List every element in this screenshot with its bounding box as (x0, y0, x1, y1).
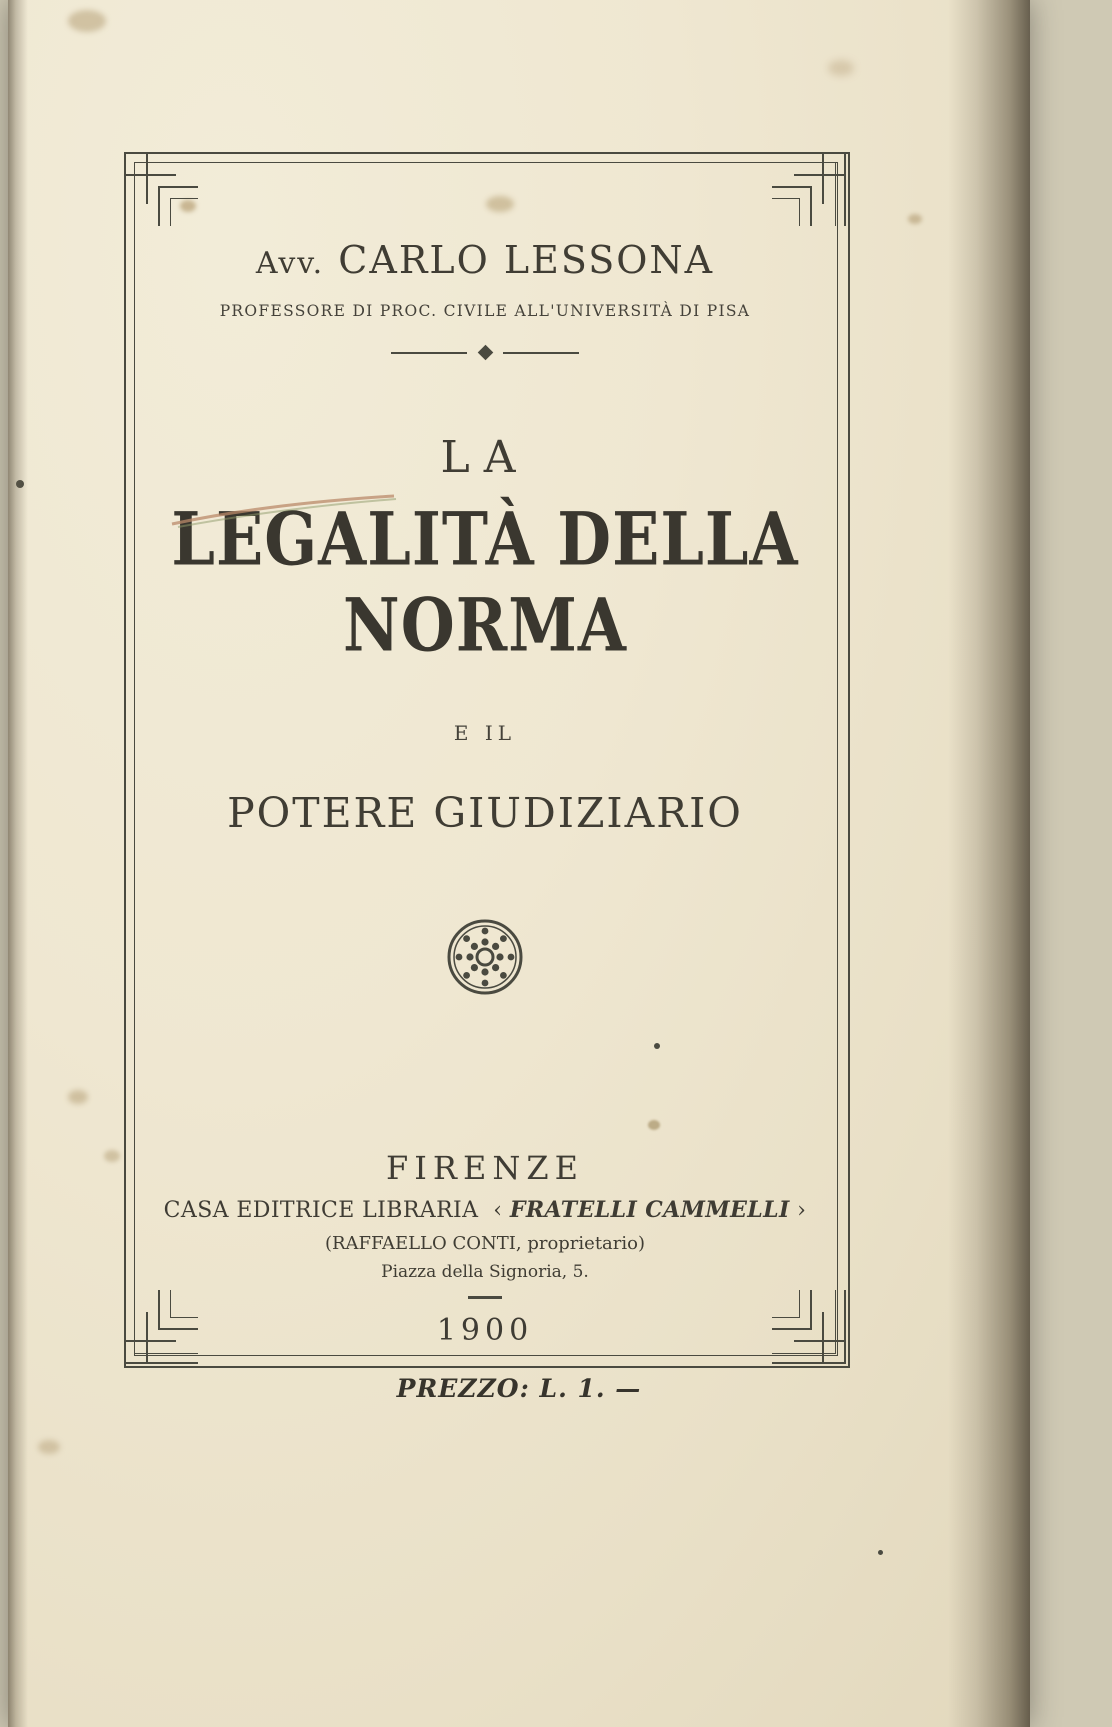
title-page-content (154, 180, 816, 1348)
price-label: PREZZO: L. 1. — (396, 1374, 642, 1403)
imprint-proprietor: (RAFFAELLO CONTI, proprietario) (324, 1233, 646, 1254)
author-affiliation: PROFESSORE DI PROC. CIVILE ALL'UNIVERSITÀ DI PISA (219, 302, 751, 320)
title-article: LA (440, 432, 530, 483)
paper-stain (908, 214, 922, 224)
main-title: LEGALITÀ DELLA NORMA (171, 495, 799, 669)
imprint-publisher-prefix: CASA EDITRICE LIBRARIA (163, 1198, 479, 1223)
title-conjunction: E IL (453, 721, 517, 745)
imprint-address: Piazza della Signoria, 5. (381, 1262, 589, 1282)
imprint-city: FIRENZE (386, 1149, 584, 1187)
rosette-icon (445, 917, 525, 997)
rosette-ornament (445, 917, 525, 997)
page-right-edge-shadow (948, 0, 1030, 1727)
imprint-publisher-name: FRATELLI CAMMELLI (509, 1197, 790, 1223)
author-line (154, 238, 816, 282)
author-prefix: Avv. (255, 246, 325, 281)
paper-stain (828, 60, 854, 76)
paper-stain (38, 1440, 60, 1454)
author-name: CARLO LESSONA (338, 238, 715, 282)
short-rule (468, 1296, 502, 1299)
divider-bar-right (503, 352, 579, 354)
sub-title: POTERE GIUDIZIARIO (227, 789, 743, 837)
paper-stain (68, 10, 106, 32)
page-left-edge-shadow (8, 0, 28, 1727)
ornamental-divider (391, 346, 579, 360)
paper-stain (104, 1150, 120, 1162)
paper-stain (68, 1090, 88, 1104)
ink-dot (878, 1550, 883, 1555)
divider-diamond (477, 345, 493, 361)
publisher-left-mark: ‹ (485, 1198, 503, 1223)
publisher-right-mark: › (797, 1198, 807, 1223)
divider-bar-left (391, 352, 467, 354)
imprint-year: 1900 (436, 1313, 534, 1348)
imprint-block (154, 1149, 816, 1348)
imprint-publisher-line (154, 1197, 816, 1223)
paper-sheet (8, 0, 1030, 1727)
